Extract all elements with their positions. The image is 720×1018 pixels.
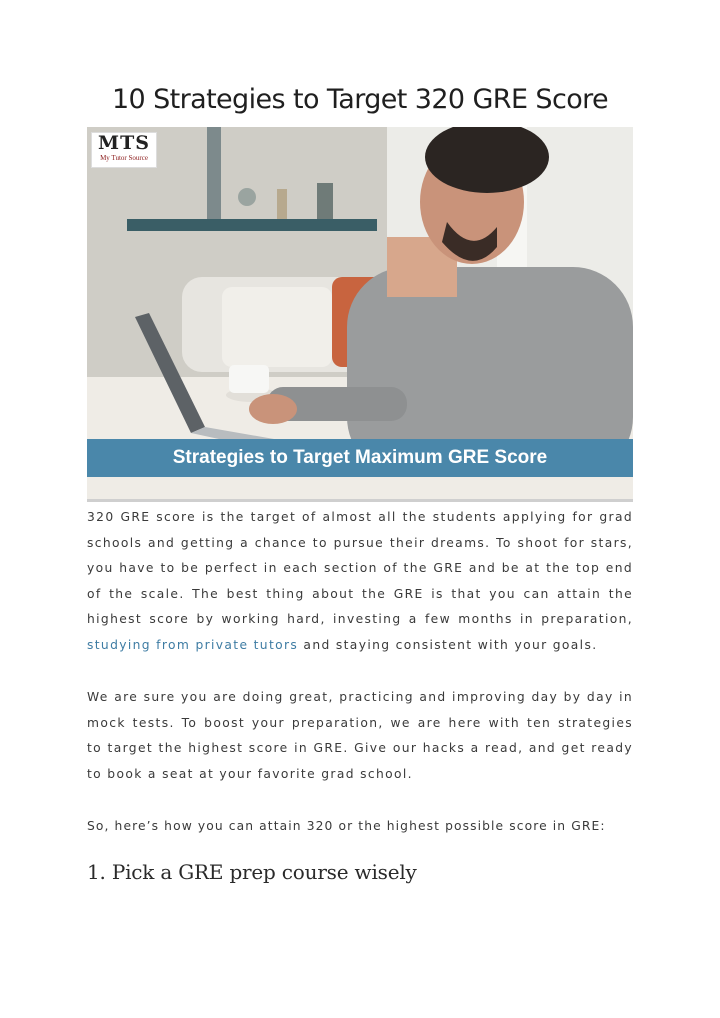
section-heading-1: 1. Pick a GRE prep course wisely [87,860,417,884]
page-title: 10 Strategies to Target 320 GRE Score [111,84,609,115]
hero-banner: Strategies to Target Maximum GRE Score [87,439,633,477]
private-tutors-link[interactable]: studying from private tutors [87,637,299,652]
intro-paragraph [87,505,633,658]
logo-text: MTS [98,132,150,154]
intro-text-before-link: 320 GRE score is the target of almost all the students applying for grad schools and getting a chance to pursue their dreams. To shoot for stars, you have to be perfect in each section of the GRE and be at the top end of the scale. The best thing about the GRE is that you can attain the highest score by working hard, investing a few months in preparation, [87,510,633,626]
logo-subtext: My Tutor Source [100,154,148,162]
lead-in-paragraph: So, here’s how you can attain 320 or the highest possible score in GRE: [87,819,606,833]
intro-text-after-link: and staying consistent with your goals. [298,637,598,652]
logo [91,132,157,168]
second-paragraph: We are sure you are doing great, practicing and improving day by day in mock tests. To boost your preparation, we are here with ten strategies to target the highest score in GRE. Give our hacks a read, and get ready to book a seat at your favorite grad school. [87,690,633,781]
hero-image [87,127,633,499]
